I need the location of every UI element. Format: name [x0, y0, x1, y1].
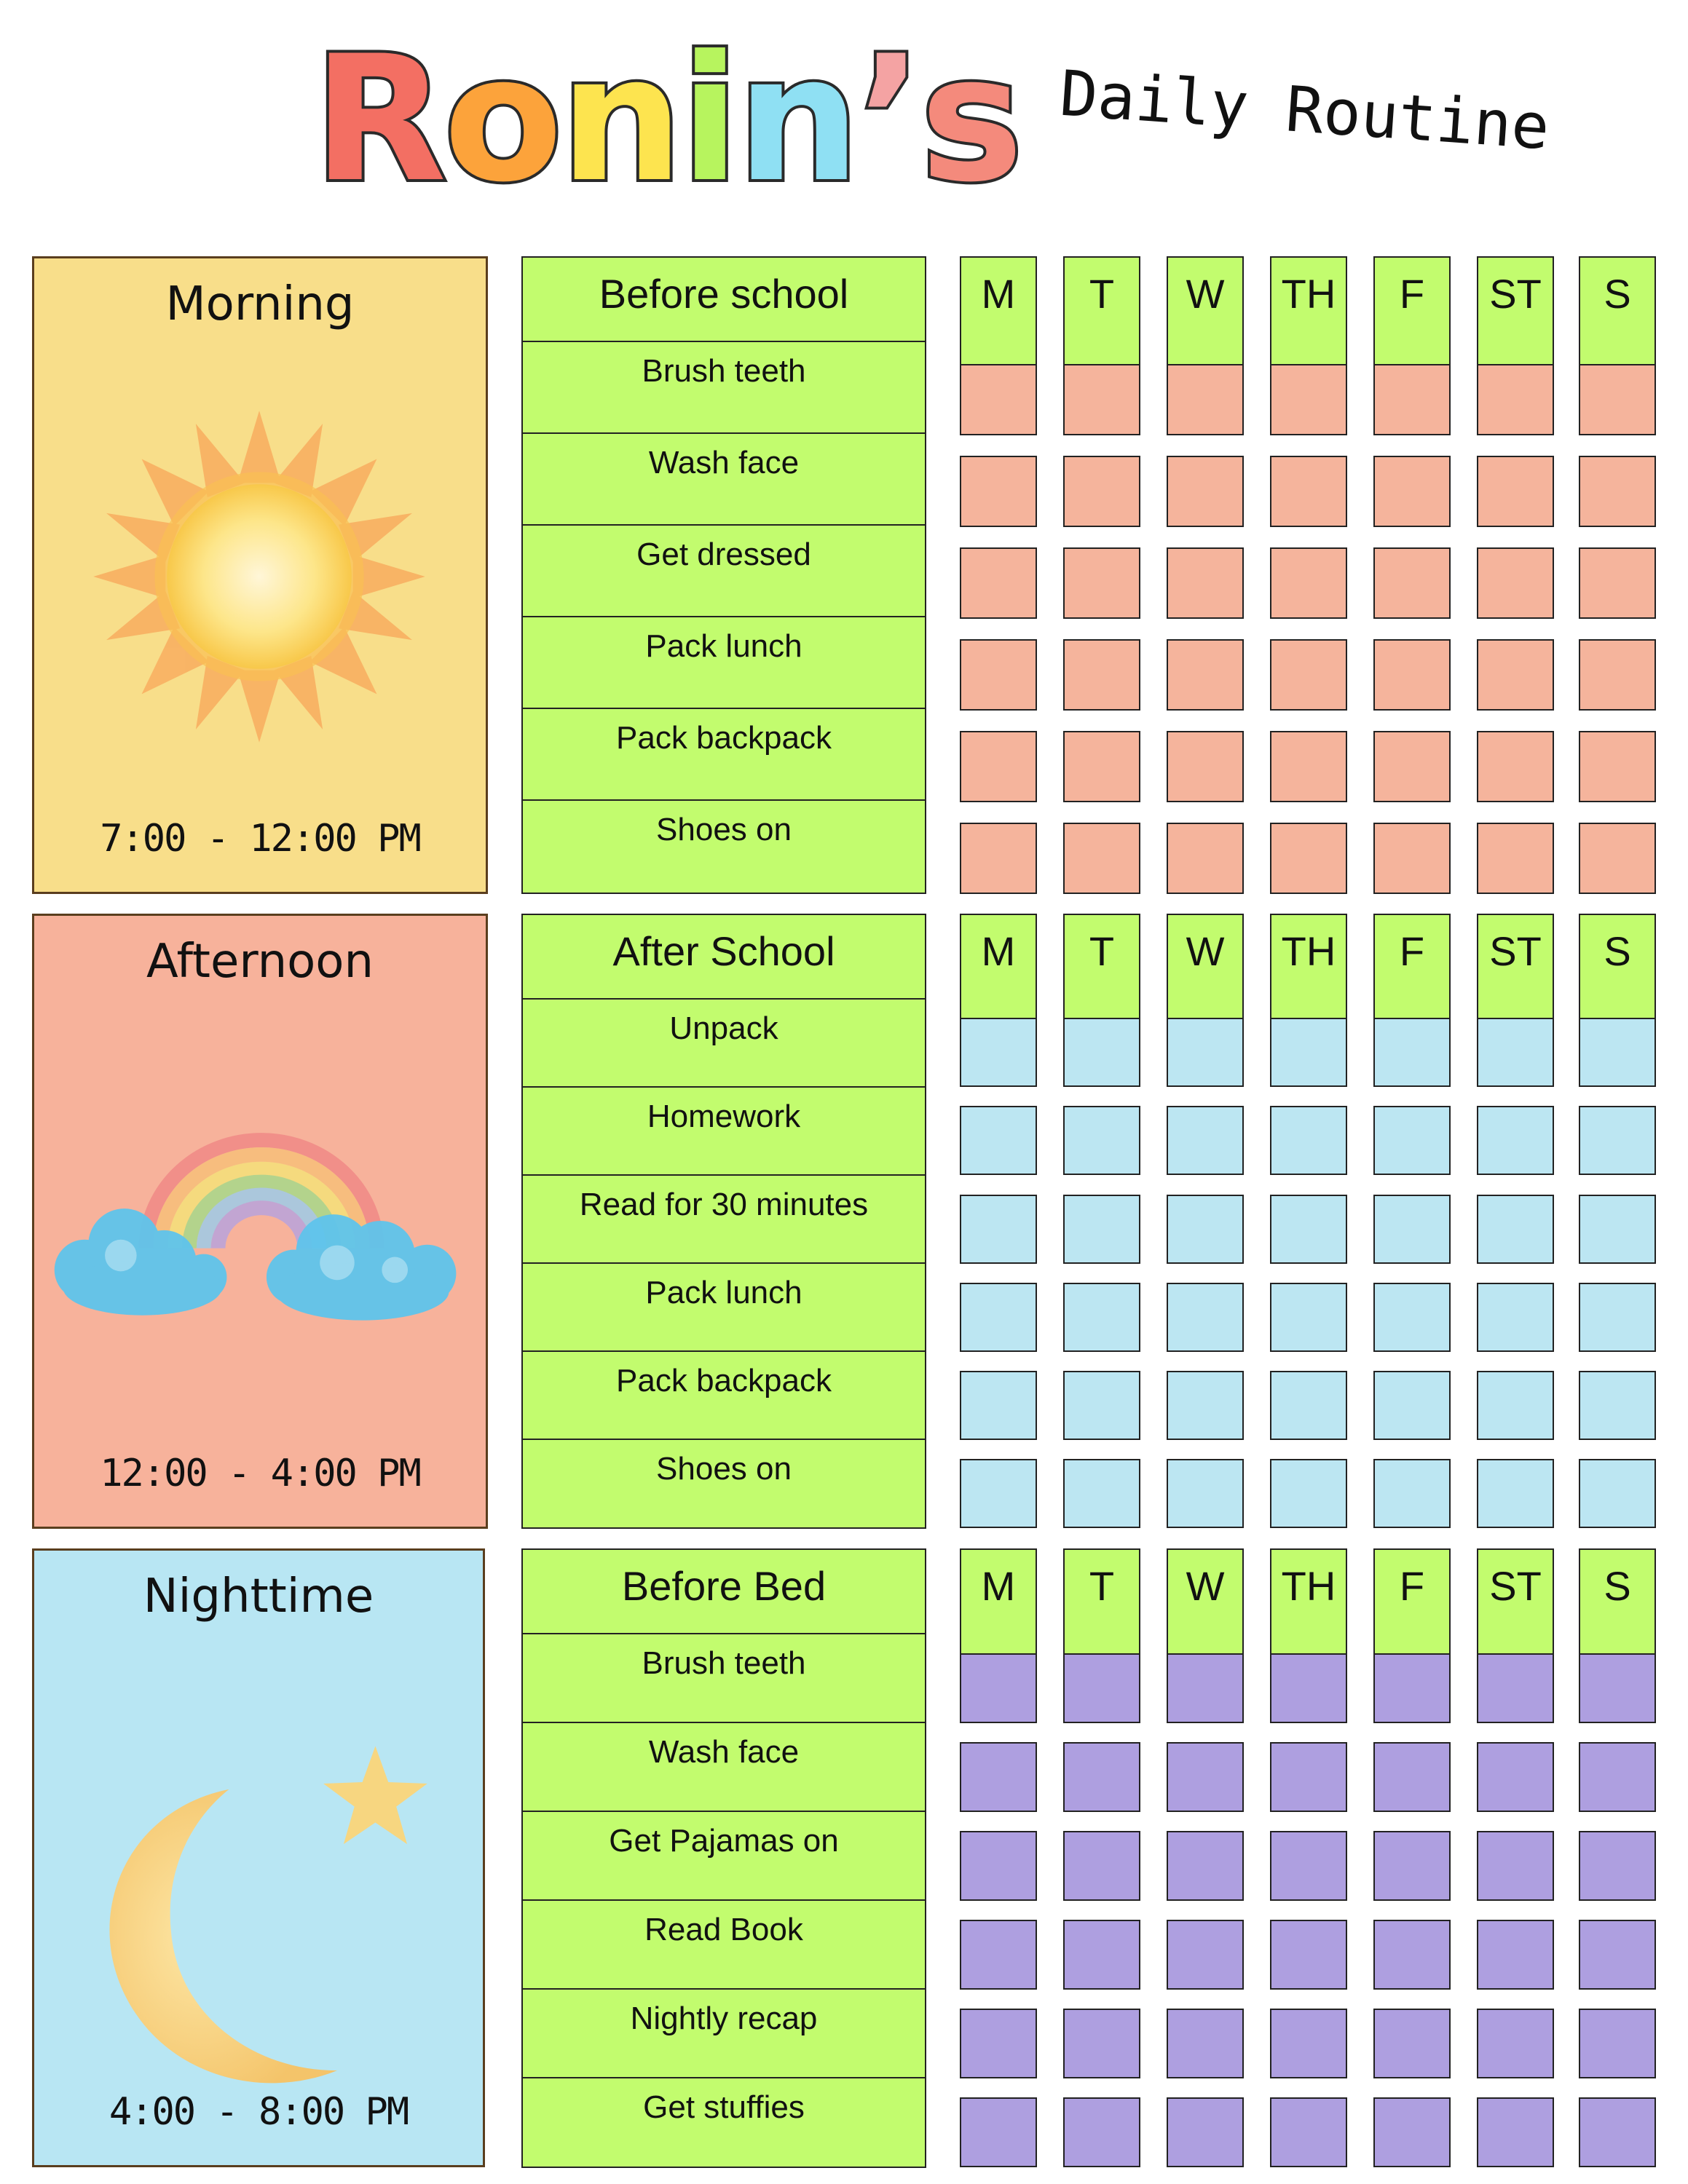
- period-title: Nighttime: [143, 1570, 374, 1623]
- title-letter: s: [920, 19, 1021, 221]
- checkbox[interactable]: [1579, 1831, 1656, 1901]
- checkbox[interactable]: [1270, 1459, 1347, 1528]
- checkbox[interactable]: [1373, 1018, 1451, 1087]
- checkbox[interactable]: [1579, 1371, 1656, 1440]
- checkbox[interactable]: [1477, 456, 1554, 527]
- task-row: Pack backpack: [521, 708, 926, 801]
- period-title: Afternoon: [146, 935, 374, 989]
- checkbox[interactable]: [1063, 1742, 1140, 1812]
- checkbox[interactable]: [1477, 823, 1554, 894]
- checkbox[interactable]: [1270, 1371, 1347, 1440]
- checkbox[interactable]: [1579, 639, 1656, 711]
- day-label: T: [1063, 1548, 1140, 1655]
- day-label: TH: [1270, 256, 1347, 365]
- checkbox[interactable]: [1063, 2097, 1140, 2167]
- task-row: Get stuffies: [521, 2077, 926, 2168]
- task-row: Wash face: [521, 432, 926, 526]
- checkbox[interactable]: [1579, 456, 1656, 527]
- checkbox[interactable]: [1373, 823, 1451, 894]
- afternoon-section: [0, 914, 1688, 1530]
- checkbox[interactable]: [960, 547, 1037, 619]
- checkbox[interactable]: [1167, 456, 1244, 527]
- checkbox[interactable]: [1579, 1459, 1656, 1528]
- task-row: Pack lunch: [521, 616, 926, 709]
- page-title: [313, 19, 1021, 221]
- checkbox[interactable]: [1579, 1742, 1656, 1812]
- checkbox[interactable]: [1270, 1831, 1347, 1901]
- checkbox[interactable]: [1063, 2009, 1140, 2078]
- checkbox[interactable]: [1477, 1018, 1554, 1087]
- checkbox[interactable]: [960, 1106, 1037, 1175]
- checkbox[interactable]: [1063, 456, 1140, 527]
- checkbox[interactable]: [960, 1742, 1037, 1812]
- checkbox[interactable]: [960, 639, 1037, 711]
- checkbox[interactable]: [960, 1459, 1037, 1528]
- checkbox[interactable]: [1477, 1283, 1554, 1352]
- checkbox[interactable]: [1373, 1371, 1451, 1440]
- checkbox[interactable]: [1477, 1831, 1554, 1901]
- checkbox[interactable]: [1579, 731, 1656, 802]
- day-label: S: [1579, 1548, 1656, 1655]
- checkbox[interactable]: [960, 2009, 1037, 2078]
- checkbox[interactable]: [1167, 1195, 1244, 1264]
- checkbox[interactable]: [1579, 2097, 1656, 2167]
- checkbox[interactable]: [1167, 1283, 1244, 1352]
- checkbox[interactable]: [960, 823, 1037, 894]
- day-label: F: [1373, 914, 1451, 1019]
- day-label: ST: [1477, 256, 1554, 365]
- title-letter: R: [313, 19, 444, 221]
- task-row: Brush teeth: [521, 1633, 926, 1723]
- checkbox[interactable]: [960, 1283, 1037, 1352]
- checkbox[interactable]: [960, 456, 1037, 527]
- checkbox[interactable]: [960, 1920, 1037, 1990]
- task-row: Get Pajamas on: [521, 1811, 926, 1901]
- checkbox[interactable]: [1063, 1195, 1140, 1264]
- checkbox[interactable]: [960, 1195, 1037, 1264]
- checkbox[interactable]: [1167, 364, 1244, 435]
- checkbox[interactable]: [1373, 1106, 1451, 1175]
- checkbox[interactable]: [1477, 1653, 1554, 1723]
- checkbox[interactable]: [960, 1371, 1037, 1440]
- afternoon-panel: [32, 914, 488, 1529]
- checkbox[interactable]: [1579, 823, 1656, 894]
- checkbox[interactable]: [1270, 456, 1347, 527]
- checkbox[interactable]: [1167, 639, 1244, 711]
- nighttime-panel: [32, 1548, 485, 2167]
- checkbox[interactable]: [1063, 1920, 1140, 1990]
- checkbox[interactable]: [1477, 731, 1554, 802]
- task-list-header: After School: [521, 914, 926, 1000]
- day-label: M: [960, 914, 1037, 1019]
- checkbox[interactable]: [1579, 1653, 1656, 1723]
- checkbox[interactable]: [1477, 547, 1554, 619]
- day-label: M: [960, 1548, 1037, 1655]
- title-letter: ’: [857, 19, 920, 221]
- checkbox[interactable]: [1373, 1653, 1451, 1723]
- checkbox[interactable]: [1373, 1831, 1451, 1901]
- morning-panel: [32, 256, 488, 894]
- checkbox[interactable]: [1063, 1831, 1140, 1901]
- checkbox[interactable]: [1270, 2097, 1347, 2167]
- checkbox[interactable]: [1477, 639, 1554, 711]
- task-row: Shoes on: [521, 799, 926, 894]
- checkbox[interactable]: [1579, 364, 1656, 435]
- checkbox[interactable]: [1373, 456, 1451, 527]
- checkbox[interactable]: [1270, 731, 1347, 802]
- task-row: Wash face: [521, 1722, 926, 1812]
- checkbox[interactable]: [1373, 2097, 1451, 2167]
- checkbox[interactable]: [1477, 1742, 1554, 1812]
- checkbox[interactable]: [1270, 547, 1347, 619]
- checkbox[interactable]: [1167, 1459, 1244, 1528]
- checkbox[interactable]: [1167, 1920, 1244, 1990]
- checkbox[interactable]: [1270, 1653, 1347, 1723]
- checkbox[interactable]: [1063, 1459, 1140, 1528]
- period-title: Morning: [165, 277, 355, 331]
- checkbox[interactable]: [1477, 2097, 1554, 2167]
- checkbox[interactable]: [1579, 1195, 1656, 1264]
- checkbox[interactable]: [1477, 1459, 1554, 1528]
- moon-star-icon: [34, 1551, 483, 2165]
- checkbox[interactable]: [1579, 1920, 1656, 1990]
- checkbox[interactable]: [1063, 1653, 1140, 1723]
- checkbox[interactable]: [960, 364, 1037, 435]
- checkbox[interactable]: [1270, 823, 1347, 894]
- checkbox[interactable]: [1579, 1018, 1656, 1087]
- task-row: Read for 30 minutes: [521, 1174, 926, 1264]
- checkbox[interactable]: [1477, 364, 1554, 435]
- rainbow-icon: [34, 916, 486, 1527]
- page-header: [313, 19, 1552, 221]
- task-row: Read Book: [521, 1899, 926, 1990]
- checkbox[interactable]: [1477, 1920, 1554, 1990]
- checkbox[interactable]: [1063, 639, 1140, 711]
- period-time: 12:00 - 4:00 PM: [100, 1452, 420, 1495]
- checkbox[interactable]: [1373, 2009, 1451, 2078]
- checkbox[interactable]: [1579, 547, 1656, 619]
- sun-icon: [34, 258, 486, 892]
- task-row: Get dressed: [521, 524, 926, 617]
- title-letter: n: [736, 19, 858, 221]
- checkbox[interactable]: [1373, 1742, 1451, 1812]
- day-label: W: [1167, 1548, 1244, 1655]
- checkbox[interactable]: [1167, 1106, 1244, 1175]
- checkbox[interactable]: [1373, 1195, 1451, 1264]
- day-label: M: [960, 256, 1037, 365]
- task-list-header: Before Bed: [521, 1548, 926, 1634]
- checkbox[interactable]: [1477, 1371, 1554, 1440]
- page-subtitle: Daily Routine: [1057, 57, 1552, 165]
- checkbox[interactable]: [1270, 1195, 1347, 1264]
- title-letter: o: [443, 19, 560, 221]
- day-label: TH: [1270, 914, 1347, 1019]
- day-label: T: [1063, 256, 1140, 365]
- checkbox[interactable]: [1579, 2009, 1656, 2078]
- checkbox[interactable]: [1063, 1283, 1140, 1352]
- checkbox[interactable]: [1270, 639, 1347, 711]
- checkbox[interactable]: [1477, 1195, 1554, 1264]
- checkbox[interactable]: [1270, 1106, 1347, 1175]
- checkbox[interactable]: [1270, 1018, 1347, 1087]
- checkbox[interactable]: [960, 1831, 1037, 1901]
- checkbox[interactable]: [1373, 547, 1451, 619]
- task-row: Pack backpack: [521, 1350, 926, 1440]
- checkbox[interactable]: [1167, 823, 1244, 894]
- checkbox[interactable]: [1270, 1283, 1347, 1352]
- checkbox[interactable]: [1063, 823, 1140, 894]
- task-row: Shoes on: [521, 1439, 926, 1529]
- checkbox[interactable]: [960, 2097, 1037, 2167]
- checkbox[interactable]: [1167, 1653, 1244, 1723]
- checkbox[interactable]: [1063, 731, 1140, 802]
- checkbox[interactable]: [960, 731, 1037, 802]
- checkbox[interactable]: [1373, 731, 1451, 802]
- checkbox[interactable]: [1373, 639, 1451, 711]
- checkbox[interactable]: [1063, 1371, 1140, 1440]
- checkbox[interactable]: [1373, 1459, 1451, 1528]
- nighttime-section: [0, 1548, 1688, 2169]
- day-label: F: [1373, 1548, 1451, 1655]
- checkbox[interactable]: [1270, 364, 1347, 435]
- checkbox[interactable]: [1167, 2097, 1244, 2167]
- period-time: 4:00 - 8:00 PM: [109, 2090, 409, 2134]
- task-row: Brush teeth: [521, 341, 926, 434]
- day-label: TH: [1270, 1548, 1347, 1655]
- day-label: ST: [1477, 914, 1554, 1019]
- checkbox[interactable]: [1373, 1283, 1451, 1352]
- checkbox[interactable]: [1167, 731, 1244, 802]
- day-label: S: [1579, 256, 1656, 365]
- checkbox[interactable]: [1063, 1106, 1140, 1175]
- period-time: 7:00 - 12:00 PM: [100, 817, 420, 860]
- title-letter: i: [680, 19, 737, 221]
- day-label: W: [1167, 914, 1244, 1019]
- checkbox[interactable]: [1477, 2009, 1554, 2078]
- task-list-header: Before school: [521, 256, 926, 342]
- day-label: S: [1579, 914, 1656, 1019]
- checkbox[interactable]: [1167, 2009, 1244, 2078]
- checkbox[interactable]: [1373, 1920, 1451, 1990]
- task-row: Nightly recap: [521, 1988, 926, 2078]
- checkbox[interactable]: [1063, 1018, 1140, 1087]
- day-label: F: [1373, 256, 1451, 365]
- checkbox[interactable]: [1477, 1106, 1554, 1175]
- checkbox[interactable]: [1167, 1371, 1244, 1440]
- task-row: Pack lunch: [521, 1262, 926, 1352]
- checkbox[interactable]: [1579, 1106, 1656, 1175]
- checkbox[interactable]: [1270, 2009, 1347, 2078]
- task-row: Homework: [521, 1086, 926, 1176]
- checkbox[interactable]: [1270, 1920, 1347, 1990]
- day-label: ST: [1477, 1548, 1554, 1655]
- checkbox[interactable]: [960, 1018, 1037, 1087]
- checkbox[interactable]: [1167, 547, 1244, 619]
- title-letter: n: [559, 19, 681, 221]
- checkbox[interactable]: [1270, 1742, 1347, 1812]
- checkbox[interactable]: [1167, 1742, 1244, 1812]
- checkbox[interactable]: [1167, 1831, 1244, 1901]
- checkbox[interactable]: [1063, 364, 1140, 435]
- checkbox[interactable]: [1063, 547, 1140, 619]
- day-label: W: [1167, 256, 1244, 365]
- morning-section: [0, 256, 1688, 895]
- checkbox[interactable]: [960, 1653, 1037, 1723]
- checkbox[interactable]: [1373, 364, 1451, 435]
- checkbox[interactable]: [1167, 1018, 1244, 1087]
- day-label: T: [1063, 914, 1140, 1019]
- checkbox[interactable]: [1579, 1283, 1656, 1352]
- task-row: Unpack: [521, 998, 926, 1088]
